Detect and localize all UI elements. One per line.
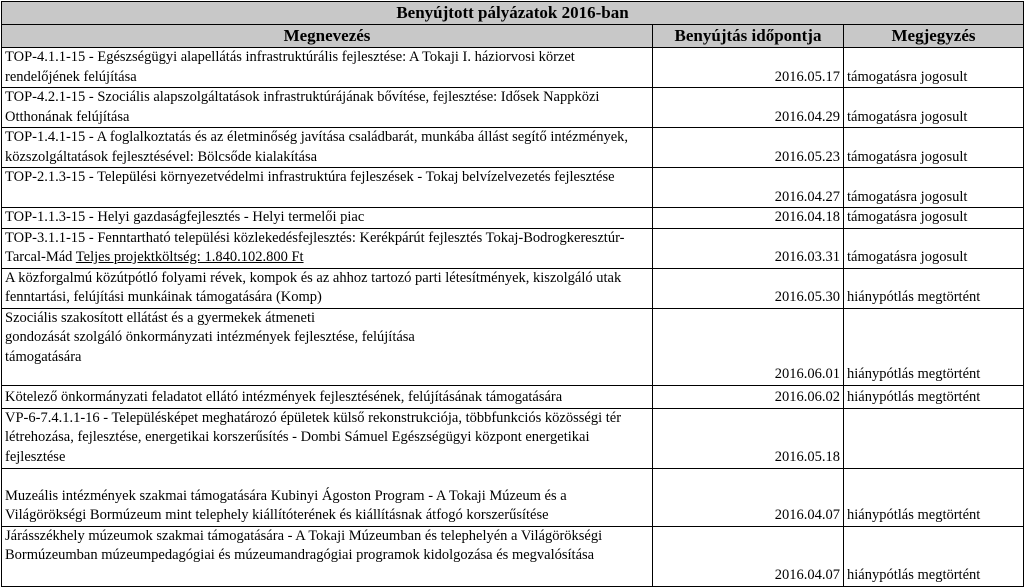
row-note: támogatásra jogosult (844, 128, 1024, 168)
row-note: támogatásra jogosult (844, 168, 1024, 208)
row-name-line: támogatására (5, 348, 82, 365)
row-name-text: TOP-3.1.1-15 - Fenntartható települési közlekedésfejlesztés: Kerékpárút fejlesztés Tokaj-Bodrogkeresztúr-Tarcal-Mád (5, 229, 625, 265)
row-note: támogatásra jogosult (844, 48, 1024, 88)
table-row (2, 88, 1024, 128)
table-row (2, 385, 1024, 408)
table-row (2, 468, 1024, 526)
table-row (2, 308, 1024, 385)
row-date: 2016.05.17 (653, 48, 844, 88)
row-note: támogatásra jogosult (844, 88, 1024, 128)
table-row (2, 168, 1024, 208)
row-name: Járásszékhely múzeumok szakmai támogatására - A Tokaji Múzeumban és telephelyén a Világörökségi Bormúzeumban múzeumpedagógiai és múzeumandragógiai programok kidolgozása és megvalósítása (2, 526, 653, 586)
row-note: támogatásra jogosult (844, 228, 1024, 268)
row-date: 2016.05.18 (653, 408, 844, 468)
row-name-line: Szociális szakosított ellátást és a gyermekek átmeneti (5, 309, 316, 326)
table-title-row (2, 2, 1024, 25)
row-name: A közforgalmú közútpótló folyami révek, kompok és az ahhoz tartozó parti létesítmények, kiszolgáló utak fenntartási, felújítási munkáinak támogatására (Komp) (2, 268, 653, 308)
table-row (2, 208, 1024, 229)
row-date: 2016.06.02 (653, 385, 844, 408)
row-name: TOP-1.1.3-15 - Helyi gazdaságfejlesztés - Helyi termelői piac (2, 208, 653, 229)
row-date: 2016.05.23 (653, 128, 844, 168)
row-name (2, 228, 653, 268)
row-date: 2016.04.29 (653, 88, 844, 128)
row-name: VP-6-7.4.1.1-16 - Településképet meghatározó épületek külső rekonstrukciója, többfunkciós közösségi tér létrehozása, fejlesztése, energetikai korszerűsítés - Dombi Sámuel Egészségügyi központ energetikai fejlesztése (2, 408, 653, 468)
row-note: hiánypótlás megtörtént (844, 308, 1024, 385)
table-row (2, 128, 1024, 168)
row-name: TOP-1.4.1-15 - A foglalkoztatás és az életminőség javítása családbarát, munkába állást segítő intézmények, közszolgáltatások fejlesztésével: Bölcsőde kialakítása (2, 128, 653, 168)
row-date: 2016.04.07 (653, 526, 844, 586)
row-name: TOP-4.2.1-15 - Szociális alapszolgáltatások infrastruktúrájának bővítése, fejlesztése: Idősek Nappközi Otthonának felújítása (2, 88, 653, 128)
table-row (2, 48, 1024, 88)
row-name (2, 308, 653, 385)
row-date: 2016.04.18 (653, 208, 844, 229)
table-header-row (2, 25, 1024, 48)
row-note: hiánypótlás megtörtént (844, 468, 1024, 526)
row-note: hiánypótlás megtörtént (844, 385, 1024, 408)
table-title: Benyújtott pályázatok 2016-ban (2, 2, 1024, 25)
row-name: Muzeális intézmények szakmai támogatására Kubinyi Ágoston Program - A Tokaji Múzeum és a Világörökségi Bormúzeum mint telephely kiállítóterének és kiállításnak átfogó korszerűsítése (2, 468, 653, 526)
table-row (2, 228, 1024, 268)
row-name: Kötelező önkormányzati feladatot ellátó intézmények fejlesztésének, felújításának támogatására (2, 385, 653, 408)
table-row (2, 408, 1024, 468)
row-date: 2016.06.01 (653, 308, 844, 385)
row-note: támogatásra jogosult (844, 208, 1024, 229)
row-note: hiánypótlás megtörtént (844, 268, 1024, 308)
row-note: hiánypótlás megtörtént (844, 526, 1024, 586)
applications-table (1, 1, 1024, 587)
row-note (844, 408, 1024, 468)
row-date: 2016.04.07 (653, 468, 844, 526)
row-name: TOP-2.1.3-15 - Települési környezetvédelmi infrastruktúra fejleszések - Tokaj belvízelvezetés fejlesztése (2, 168, 653, 208)
header-note: Megjegyzés (844, 25, 1024, 48)
header-date: Benyújtás időpontja (653, 25, 844, 48)
table-row (2, 526, 1024, 586)
row-date: 2016.03.31 (653, 228, 844, 268)
row-date: 2016.04.27 (653, 168, 844, 208)
row-name: TOP-4.1.1-15 - Egészségügyi alapellátás infrastruktúrális fejlesztése: A Tokaji I. háziorvosi körzet rendelőjének felújítása (2, 48, 653, 88)
header-name: Megnevezés (2, 25, 653, 48)
row-date: 2016.05.30 (653, 268, 844, 308)
table-row (2, 268, 1024, 308)
project-cost-link[interactable]: Teljes projektköltség: 1.840.102.800 Ft (75, 249, 304, 265)
row-name-line: gondozását szolgáló önkormányzati intézmények fejlesztése, felújítása (5, 329, 415, 345)
